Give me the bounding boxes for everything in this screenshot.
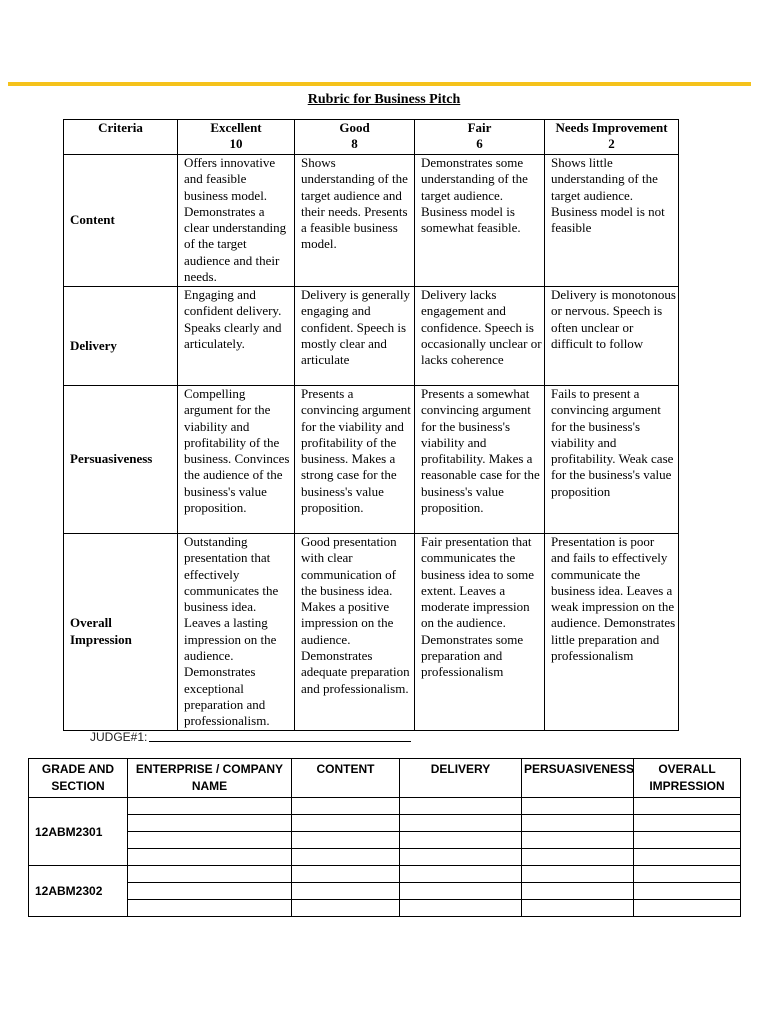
grade-input-cell[interactable] [400,900,522,917]
header-grade-section: GRADE AND SECTION [29,759,128,798]
grade-input-cell[interactable] [292,900,400,917]
grade-input-cell[interactable] [400,849,522,866]
cell-delivery-good: Delivery is generally engaging and confident. Speech is mostly clear and articulate [295,287,415,386]
grade-input-cell[interactable] [400,815,522,832]
judge-label: JUDGE#1: [90,730,148,744]
criteria-content: Content [64,155,178,287]
grade-input-cell[interactable] [634,849,741,866]
grade-input-cell[interactable] [292,798,400,815]
grade-input-cell[interactable] [634,900,741,917]
table-row [29,900,741,917]
table-row [29,883,741,900]
cell-persuasiveness-fair: Presents a somewhat convincing argument for the business's viability and profitability. Makes a reasonable case for the business's value proposition. [415,386,545,534]
rubric-row-content [64,155,679,287]
cell-overall-fair: Fair presentation that communicates the business idea to some extent. Leaves a moderate impression on the audience. Demonstrates some preparation and professionalism [415,534,545,731]
grade-input-cell[interactable] [292,832,400,849]
cell-delivery-fair: Delivery lacks engagement and confidence. Speech is occasionally unclear or lacks coherence [415,287,545,386]
points-excellent: 10 [229,136,243,152]
cell-content-excellent: Offers innovative and feasible business model. Demonstrates a clear understanding of the target audience and their needs. [178,155,295,287]
grade-input-cell[interactable] [128,815,292,832]
section-label: 12ABM2302 [29,866,128,917]
grade-input-cell[interactable] [522,883,634,900]
rubric-table [63,119,679,731]
points-good: 8 [351,136,358,152]
top-accent-rule [8,82,751,86]
grade-input-cell[interactable] [292,866,400,883]
rubric-header-fair: Fair 6 [415,120,545,155]
grade-input-cell[interactable] [522,866,634,883]
table-row [29,849,741,866]
header-enterprise-name: ENTERPRISE / COMPANY NAME [128,759,292,798]
rubric-row-delivery [64,287,679,386]
table-row [29,798,741,815]
cell-overall-needs-improvement: Presentation is poor and fails to effectively communicate the business idea. Leaves a weak impression on the audience. Demonstrates little preparation and professionalism [545,534,679,731]
table-row [29,832,741,849]
grade-input-cell[interactable] [128,866,292,883]
grade-input-cell[interactable] [400,798,522,815]
criteria-delivery: Delivery [64,287,178,386]
grade-input-cell[interactable] [292,883,400,900]
judge-signature-line[interactable] [149,731,411,742]
header-persuasiveness: PERSUASIVENESS [522,759,634,798]
rubric-header-excellent: Excellent 10 [178,120,295,155]
grade-input-cell[interactable] [400,883,522,900]
criteria-overall-impression: Overall Impression [64,534,178,731]
cell-persuasiveness-needs-improvement: Fails to present a convincing argument for the business's viability and profitability. Weak case for the business's value proposition [545,386,679,534]
header-content: CONTENT [292,759,400,798]
grade-input-cell[interactable] [128,849,292,866]
grade-input-cell[interactable] [634,815,741,832]
rubric-row-overall-impression [64,534,679,731]
rubric-header-criteria: Criteria [64,120,178,155]
grade-input-cell[interactable] [292,849,400,866]
cell-content-fair: Demonstrates some understanding of the target audience. Business model is somewhat feasible. [415,155,545,287]
rubric-header-good: Good 8 [295,120,415,155]
grade-input-cell[interactable] [292,815,400,832]
header-delivery: DELIVERY [400,759,522,798]
grade-input-cell[interactable] [522,798,634,815]
grade-input-cell[interactable] [522,849,634,866]
grade-input-cell[interactable] [522,900,634,917]
cell-content-good: Shows understanding of the target audience and their needs. Presents a feasible business model. [295,155,415,287]
cell-persuasiveness-good: Presents a convincing argument for the viability and profitability of the business. Makes a strong case for the business's value proposition. [295,386,415,534]
table-row [29,866,741,883]
criteria-persuasiveness: Persuasiveness [64,386,178,534]
section-label: 12ABM2301 [29,798,128,866]
grade-input-cell[interactable] [400,866,522,883]
document-title: Rubric for Business Pitch [307,92,461,107]
rubric-row-persuasiveness [64,386,679,534]
judge-field [90,730,411,744]
cell-delivery-excellent: Engaging and confident delivery. Speaks clearly and articulately. [178,287,295,386]
header-overall-impression: OVERALL IMPRESSION [634,759,741,798]
grade-input-cell[interactable] [634,866,741,883]
table-row [29,815,741,832]
grade-input-cell[interactable] [634,832,741,849]
cell-delivery-needs-improvement: Delivery is monotonous or nervous. Speech is often unclear or difficult to follow [545,287,679,386]
points-needs-improvement: 2 [608,136,615,152]
rubric-header-needs-improvement: Needs Improvement 2 [545,120,679,155]
grade-input-cell[interactable] [128,900,292,917]
rubric-header-row [64,120,679,155]
grades-table [28,758,741,917]
points-fair: 6 [476,136,483,152]
grade-input-cell[interactable] [634,798,741,815]
grade-input-cell[interactable] [128,883,292,900]
grade-input-cell[interactable] [128,798,292,815]
grade-input-cell[interactable] [400,832,522,849]
grade-input-cell[interactable] [634,883,741,900]
cell-overall-good: Good presentation with clear communication of the business idea. Makes a positive impression on the audience. Demonstrates adequate preparation and professionalism. [295,534,415,731]
cell-overall-excellent: Outstanding presentation that effectively communicates the business idea. Leaves a lasting impression on the audience. Demonstrates exceptional preparation and professionalism. [178,534,295,731]
grades-header-row [29,759,741,798]
grade-input-cell[interactable] [522,815,634,832]
grade-input-cell[interactable] [522,832,634,849]
cell-content-needs-improvement: Shows little understanding of the target audience. Business model is not feasible [545,155,679,287]
cell-persuasiveness-excellent: Compelling argument for the viability and profitability of the business. Convinces the audience of the business's value proposition. [178,386,295,534]
grade-input-cell[interactable] [128,832,292,849]
